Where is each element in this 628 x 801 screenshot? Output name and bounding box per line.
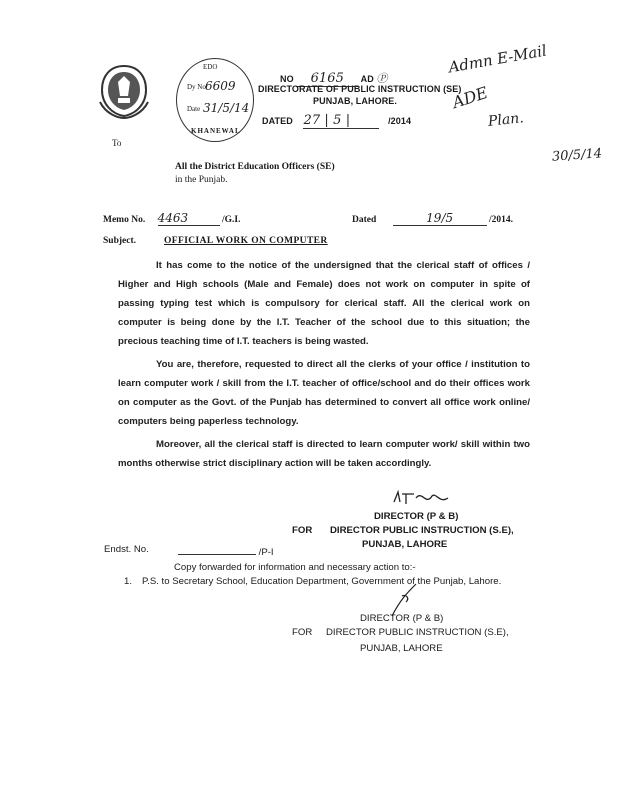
item1-text: P.S. to Secretary School, Education Department, Government of the Punjab, Lahore. [142, 576, 502, 587]
body-paragraph-1: It has come to the notice of the undersigned that the clerical staff of offices / Higher and High schools (Male and Female) does not work on computer in spite of passing typing test which is compulsory for clerical staff. All the clerical work on computer is being done by the I.T. Teacher of the school due to this situation; the precious teaching time of I.T. teachers is being wasted. [118, 260, 530, 347]
subject-label: Subject. [103, 236, 136, 246]
memo-dated-year: /2014. [489, 215, 514, 225]
memo-suffix: /G.I. [221, 215, 241, 225]
no-value: 6165 [296, 71, 358, 87]
body-paragraph-2: You are, therefore, requested to direct all the clerks of your office / institution to learn computer work / skill from the I.T. teacher of office/school and do their offices work on computer as the Govt. of the Punjab has determined to convert all office work online/ computers being paperless technology. [118, 359, 530, 427]
margin-note-4: 30/5/14 [551, 146, 603, 165]
stamp-date-label: Date [187, 105, 201, 113]
memo-value: 4463 [158, 211, 220, 226]
dated-label: DATED [262, 116, 293, 126]
sig2-dpi: DIRECTOR PUBLIC INSTRUCTION (S.E), [326, 627, 509, 638]
addressee-line1: All the District Education Officers (SE) [175, 162, 335, 172]
stamp-ring-top: EDO [203, 63, 218, 71]
stamp-ring-bottom: KHANEWAL [191, 127, 241, 135]
margin-note-2: ADE [449, 82, 491, 113]
memo-label: Memo No. [103, 215, 146, 225]
receipt-stamp [176, 58, 254, 142]
stamp-dy-value: 6609 [205, 79, 236, 93]
memo-dated-label: Dated [352, 215, 377, 225]
endst-suffix: /P-I [258, 547, 274, 558]
office-name-line2: PUNJAB, LAHORE. [313, 96, 398, 106]
body-paragraph-3: Moreover, all the clerical staff is directed to learn computer work/ skill within two months otherwise strict disciplinary action will be taken accordingly. [118, 439, 530, 469]
punjab-emblem [96, 62, 152, 120]
dated-year: /2014 [388, 116, 412, 126]
letter-body [118, 256, 530, 473]
sig2-place: PUNJAB, LAHORE [360, 643, 443, 654]
no-label: NO [280, 74, 294, 84]
emblem-icon [96, 62, 152, 120]
item1-number: 1. [124, 576, 133, 587]
signature-scribble-1 [392, 488, 452, 508]
office-name-line1: DIRECTORATE OF PUBLIC INSTRUCTION (SE) [258, 84, 462, 94]
dated-value: 27 | 5 | [303, 113, 379, 129]
ad-label: AD [360, 74, 374, 84]
margin-note-3: Plan. [487, 110, 525, 130]
ad-value: Ⓟ [376, 72, 388, 85]
memo-dated-value: 19/5 [393, 211, 487, 226]
to-label: To [112, 138, 122, 148]
sig2-for: FOR [292, 627, 313, 638]
sig1-dpi: DIRECTOR PUBLIC INSTRUCTION (S.E), [330, 525, 514, 536]
stamp-dy-label: Dy No [187, 83, 206, 91]
subject-text: OFFICIAL WORK ON COMPUTER [164, 236, 328, 246]
copy-forwarded-line: Copy forwarded for information and necessary action to:- [174, 562, 416, 573]
sig2-director: DIRECTOR (P & B) [360, 613, 444, 624]
endst-blank [178, 544, 256, 555]
stamp-date-value: 31/5/14 [203, 101, 250, 115]
sig1-director: DIRECTOR (P & B) [374, 511, 459, 522]
sig1-for: FOR [292, 525, 313, 536]
signature-icon [392, 488, 452, 508]
addressee-line2: in the Punjab. [175, 175, 228, 185]
endst-label: Endst. No. [104, 544, 149, 555]
margin-note-1: Admn E-Mail [447, 41, 549, 77]
sig1-place: PUNJAB, LAHORE [362, 539, 448, 550]
